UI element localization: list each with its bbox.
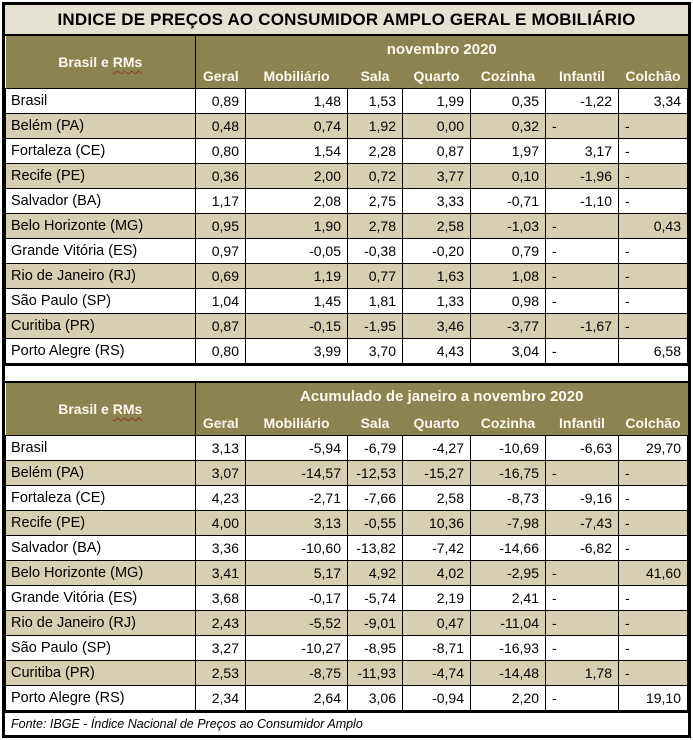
value-cell: 0,98 <box>471 289 546 314</box>
value-cell: 0,10 <box>471 164 546 189</box>
value-cell: 0,95 <box>196 214 246 239</box>
table-row <box>6 89 688 114</box>
value-cell: 2,08 <box>246 189 348 214</box>
table-body <box>6 89 688 364</box>
value-cell: 2,58 <box>403 214 471 239</box>
value-cell: - <box>619 239 688 264</box>
value-cell: 3,68 <box>196 586 246 611</box>
period-label: Acumulado de janeiro a novembro 2020 <box>196 383 688 410</box>
value-cell: 2,34 <box>196 686 246 711</box>
value-cell: - <box>546 114 619 139</box>
row-header-prefix: Brasil e <box>58 401 109 417</box>
value-cell: 0,72 <box>348 164 403 189</box>
value-cell: - <box>619 586 688 611</box>
value-cell: 2,75 <box>348 189 403 214</box>
value-cell: - <box>619 661 688 686</box>
value-cell: -13,82 <box>348 536 403 561</box>
region-name: Belém (PA) <box>6 114 196 139</box>
value-cell: -0,15 <box>246 314 348 339</box>
value-cell: -1,10 <box>546 189 619 214</box>
value-cell: 0,97 <box>196 239 246 264</box>
value-cell: -0,94 <box>403 686 471 711</box>
value-cell: 4,43 <box>403 339 471 364</box>
value-cell: -1,22 <box>546 89 619 114</box>
value-cell: - <box>619 189 688 214</box>
column-header-mobiliario: Mobiliário <box>246 410 348 436</box>
value-cell: -7,66 <box>348 486 403 511</box>
region-name: Belém (PA) <box>6 461 196 486</box>
table-acumulado-2020 <box>5 383 688 711</box>
value-cell: - <box>546 586 619 611</box>
value-cell: 4,92 <box>348 561 403 586</box>
value-cell: 1,92 <box>348 114 403 139</box>
value-cell: -8,75 <box>246 661 348 686</box>
value-cell: - <box>546 461 619 486</box>
value-cell: -6,82 <box>546 536 619 561</box>
region-name: Belo Horizonte (MG) <box>6 214 196 239</box>
value-cell: -8,95 <box>348 636 403 661</box>
value-cell: - <box>546 561 619 586</box>
row-header-brasil-e-rms <box>6 36 196 89</box>
value-cell: 0,36 <box>196 164 246 189</box>
value-cell: 3,27 <box>196 636 246 661</box>
region-name: Belo Horizonte (MG) <box>6 561 196 586</box>
column-header-colchao: Colchão <box>619 63 688 89</box>
value-cell: - <box>619 289 688 314</box>
value-cell: -7,98 <box>471 511 546 536</box>
table-row <box>6 339 688 364</box>
value-cell: 1,53 <box>348 89 403 114</box>
value-cell: -2,95 <box>471 561 546 586</box>
value-cell: 0,00 <box>403 114 471 139</box>
table-november-2020 <box>5 36 688 364</box>
value-cell: -10,69 <box>471 436 546 461</box>
region-name: Rio de Janeiro (RJ) <box>6 611 196 636</box>
value-cell: 2,28 <box>348 139 403 164</box>
value-cell: -11,93 <box>348 661 403 686</box>
row-header-prefix: Brasil e <box>58 54 109 70</box>
value-cell: 1,04 <box>196 289 246 314</box>
table-row <box>6 214 688 239</box>
value-cell: - <box>619 461 688 486</box>
value-cell: -8,73 <box>471 486 546 511</box>
value-cell: -9,16 <box>546 486 619 511</box>
value-cell: -0,38 <box>348 239 403 264</box>
period-header-row <box>6 36 688 63</box>
value-cell: 2,43 <box>196 611 246 636</box>
value-cell: -1,95 <box>348 314 403 339</box>
column-header-geral: Geral <box>196 63 246 89</box>
column-header-cozinha: Cozinha <box>471 63 546 89</box>
value-cell: 3,17 <box>546 139 619 164</box>
value-cell: 41,60 <box>619 561 688 586</box>
value-cell: 0,77 <box>348 264 403 289</box>
period-header-row <box>6 383 688 410</box>
table-row <box>6 164 688 189</box>
table-row <box>6 436 688 461</box>
value-cell: -7,42 <box>403 536 471 561</box>
value-cell: 2,00 <box>246 164 348 189</box>
region-name: Brasil <box>6 89 196 114</box>
value-cell: -15,27 <box>403 461 471 486</box>
table-row <box>6 561 688 586</box>
value-cell: -16,75 <box>471 461 546 486</box>
value-cell: 0,80 <box>196 339 246 364</box>
column-header-infantil: Infantil <box>546 63 619 89</box>
table-row <box>6 661 688 686</box>
value-cell: 0,89 <box>196 89 246 114</box>
table-row <box>6 139 688 164</box>
value-cell: 0,47 <box>403 611 471 636</box>
region-name: Brasil <box>6 436 196 461</box>
value-cell: 0,74 <box>246 114 348 139</box>
value-cell: - <box>619 139 688 164</box>
value-cell: -12,53 <box>348 461 403 486</box>
value-cell: -0,05 <box>246 239 348 264</box>
value-cell: 3,33 <box>403 189 471 214</box>
value-cell: 29,70 <box>619 436 688 461</box>
column-header-mobiliario: Mobiliário <box>246 63 348 89</box>
value-cell: 4,23 <box>196 486 246 511</box>
table-row <box>6 611 688 636</box>
value-cell: 6,58 <box>619 339 688 364</box>
value-cell: -4,27 <box>403 436 471 461</box>
value-cell: 4,02 <box>403 561 471 586</box>
period-label: novembro 2020 <box>196 36 688 63</box>
region-name: São Paulo (SP) <box>6 636 196 661</box>
value-cell: 3,41 <box>196 561 246 586</box>
value-cell: -1,03 <box>471 214 546 239</box>
value-cell: - <box>619 314 688 339</box>
value-cell: 1,63 <box>403 264 471 289</box>
region-name: Grande Vitória (ES) <box>6 586 196 611</box>
value-cell: -0,20 <box>403 239 471 264</box>
value-cell: 2,19 <box>403 586 471 611</box>
value-cell: 0,87 <box>403 139 471 164</box>
value-cell: -14,57 <box>246 461 348 486</box>
value-cell: 1,08 <box>471 264 546 289</box>
region-name: Porto Alegre (RS) <box>6 339 196 364</box>
column-header-colchao: Colchão <box>619 410 688 436</box>
table-body <box>6 436 688 711</box>
value-cell: 3,06 <box>348 686 403 711</box>
value-cell: - <box>546 214 619 239</box>
value-cell: 0,87 <box>196 314 246 339</box>
value-cell: 1,90 <box>246 214 348 239</box>
value-cell: 2,53 <box>196 661 246 686</box>
page-title: INDICE DE PREÇOS AO CONSUMIDOR AMPLO GERAL E MOBILIÁRIO <box>5 5 688 36</box>
value-cell: - <box>546 289 619 314</box>
value-cell: 0,80 <box>196 139 246 164</box>
value-cell: 3,70 <box>348 339 403 364</box>
table-row <box>6 289 688 314</box>
value-cell: 1,33 <box>403 289 471 314</box>
value-cell: -0,71 <box>471 189 546 214</box>
value-cell: 2,20 <box>471 686 546 711</box>
value-cell: 1,81 <box>348 289 403 314</box>
column-header-sala: Sala <box>348 410 403 436</box>
report-frame <box>2 2 691 738</box>
table-row <box>6 114 688 139</box>
value-cell: -0,17 <box>246 586 348 611</box>
table-row <box>6 461 688 486</box>
value-cell: 3,46 <box>403 314 471 339</box>
value-cell: 1,19 <box>246 264 348 289</box>
region-name: Porto Alegre (RS) <box>6 686 196 711</box>
region-name: Rio de Janeiro (RJ) <box>6 264 196 289</box>
column-header-cozinha: Cozinha <box>471 410 546 436</box>
value-cell: -0,55 <box>348 511 403 536</box>
value-cell: -4,74 <box>403 661 471 686</box>
value-cell: 1,45 <box>246 289 348 314</box>
table-row <box>6 511 688 536</box>
region-name: Recife (PE) <box>6 164 196 189</box>
region-name: Recife (PE) <box>6 511 196 536</box>
value-cell: - <box>619 486 688 511</box>
value-cell: 3,04 <box>471 339 546 364</box>
column-header-quarto: Quarto <box>403 63 471 89</box>
value-cell: -5,74 <box>348 586 403 611</box>
value-cell: -2,71 <box>246 486 348 511</box>
value-cell: 1,54 <box>246 139 348 164</box>
value-cell: -3,77 <box>471 314 546 339</box>
value-cell: -9,01 <box>348 611 403 636</box>
value-cell: - <box>619 114 688 139</box>
value-cell: 3,36 <box>196 536 246 561</box>
region-name: São Paulo (SP) <box>6 289 196 314</box>
table-separator <box>5 364 688 383</box>
column-header-sala: Sala <box>348 63 403 89</box>
value-cell: - <box>546 686 619 711</box>
value-cell: -10,27 <box>246 636 348 661</box>
region-name: Curitiba (PR) <box>6 314 196 339</box>
row-header-brasil-e-rms <box>6 383 196 436</box>
value-cell: - <box>546 636 619 661</box>
source-note: Fonte: IBGE - Índice Nacional de Preços ao Consumidor Amplo <box>5 711 688 735</box>
row-header-rms-spellcheck: RMs <box>112 54 143 70</box>
value-cell: 3,07 <box>196 461 246 486</box>
table-row <box>6 486 688 511</box>
value-cell: -10,60 <box>246 536 348 561</box>
value-cell: -11,04 <box>471 611 546 636</box>
value-cell: - <box>546 339 619 364</box>
value-cell: -16,93 <box>471 636 546 661</box>
value-cell: 5,17 <box>246 561 348 586</box>
value-cell: -6,63 <box>546 436 619 461</box>
region-name: Curitiba (PR) <box>6 661 196 686</box>
value-cell: - <box>619 611 688 636</box>
value-cell: 0,48 <box>196 114 246 139</box>
region-name: Fortaleza (CE) <box>6 486 196 511</box>
value-cell: 1,17 <box>196 189 246 214</box>
value-cell: 2,41 <box>471 586 546 611</box>
column-header-quarto: Quarto <box>403 410 471 436</box>
value-cell: 0,69 <box>196 264 246 289</box>
value-cell: -5,52 <box>246 611 348 636</box>
value-cell: 2,64 <box>246 686 348 711</box>
table-row <box>6 239 688 264</box>
value-cell: - <box>619 636 688 661</box>
table-row <box>6 536 688 561</box>
value-cell: - <box>619 264 688 289</box>
table-row <box>6 636 688 661</box>
region-name: Grande Vitória (ES) <box>6 239 196 264</box>
value-cell: 3,34 <box>619 89 688 114</box>
value-cell: 3,13 <box>196 436 246 461</box>
value-cell: - <box>619 536 688 561</box>
row-header-rms-spellcheck: RMs <box>112 401 143 417</box>
value-cell: 10,36 <box>403 511 471 536</box>
region-name: Salvador (BA) <box>6 536 196 561</box>
table-row <box>6 586 688 611</box>
value-cell: - <box>546 264 619 289</box>
value-cell: 1,97 <box>471 139 546 164</box>
value-cell: 1,99 <box>403 89 471 114</box>
value-cell: 1,78 <box>546 661 619 686</box>
value-cell: -5,94 <box>246 436 348 461</box>
value-cell: 0,43 <box>619 214 688 239</box>
value-cell: -1,67 <box>546 314 619 339</box>
region-name: Salvador (BA) <box>6 189 196 214</box>
value-cell: 2,78 <box>348 214 403 239</box>
column-header-infantil: Infantil <box>546 410 619 436</box>
value-cell: -1,96 <box>546 164 619 189</box>
value-cell: 3,13 <box>246 511 348 536</box>
value-cell: - <box>619 164 688 189</box>
value-cell: 2,58 <box>403 486 471 511</box>
value-cell: 3,99 <box>246 339 348 364</box>
value-cell: 4,00 <box>196 511 246 536</box>
value-cell: - <box>546 239 619 264</box>
value-cell: 0,35 <box>471 89 546 114</box>
value-cell: -8,71 <box>403 636 471 661</box>
value-cell: 1,48 <box>246 89 348 114</box>
table-row <box>6 314 688 339</box>
region-name: Fortaleza (CE) <box>6 139 196 164</box>
value-cell: -6,79 <box>348 436 403 461</box>
value-cell: -14,66 <box>471 536 546 561</box>
table-row <box>6 686 688 711</box>
value-cell: -7,43 <box>546 511 619 536</box>
value-cell: 3,77 <box>403 164 471 189</box>
value-cell: 19,10 <box>619 686 688 711</box>
table-row <box>6 264 688 289</box>
value-cell: - <box>619 511 688 536</box>
column-header-geral: Geral <box>196 410 246 436</box>
value-cell: -14,48 <box>471 661 546 686</box>
value-cell: 0,79 <box>471 239 546 264</box>
value-cell: - <box>546 611 619 636</box>
value-cell: 0,32 <box>471 114 546 139</box>
table-row <box>6 189 688 214</box>
